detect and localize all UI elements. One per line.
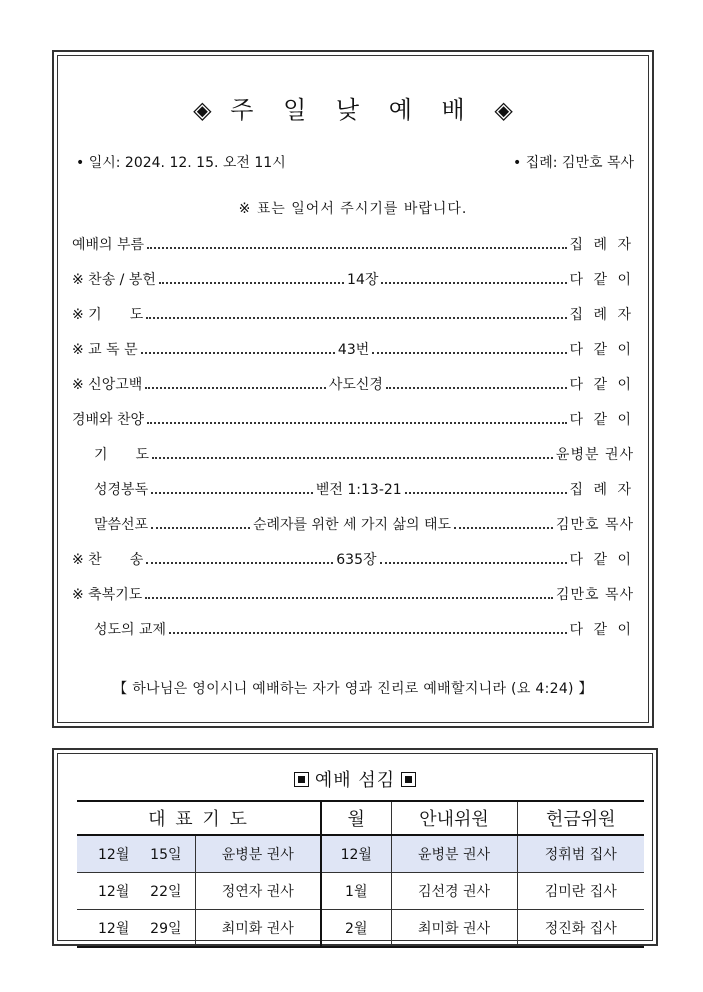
prayer-date — [77, 873, 195, 910]
prayer-month: 12월 — [98, 884, 130, 900]
standing-notice: ※ 표는 일어서 주시기를 바랍니다. — [238, 201, 468, 217]
leader-dots — [147, 422, 566, 424]
col-header-prayer: 대 표 기 도 — [77, 801, 321, 835]
order-item — [72, 337, 634, 359]
usher-person: 윤병분 권사 — [391, 835, 517, 873]
roster-title — [58, 766, 652, 792]
prayer-month: 12월 — [98, 847, 130, 863]
leader-dots — [372, 352, 566, 354]
table-row — [77, 835, 644, 873]
leader-dots — [169, 632, 566, 634]
leader-dots — [152, 457, 553, 459]
roster-title-text: 예배 섬김 — [314, 770, 396, 791]
order-item-label: ※ 교 독 문 — [72, 342, 138, 358]
offering-person: 정진화 집사 — [517, 910, 644, 948]
order-item — [72, 232, 634, 254]
leader-dots — [151, 527, 250, 529]
prayer-date — [77, 835, 195, 873]
service-roster-panel — [52, 748, 658, 946]
leader-dots — [381, 282, 566, 284]
title-text: 주 일 낮 예 배 — [230, 96, 476, 124]
prayer-month: 12월 — [98, 921, 130, 937]
leader-dots — [454, 527, 553, 529]
order-item-detail: 사도신경 — [328, 377, 383, 393]
offering-person: 김미란 집사 — [517, 873, 644, 910]
usher-person: 최미화 권사 — [391, 910, 517, 948]
order-item-label: ※ 신앙고백 — [72, 377, 143, 393]
worship-order-panel — [52, 50, 654, 728]
order-item-detail: 벧전 1:13-21 — [315, 482, 402, 498]
order-item-label: 성경봉독 — [94, 482, 149, 498]
order-item-label: 기 도 — [94, 447, 150, 463]
offering-person: 정휘범 집사 — [517, 835, 644, 873]
square-bullet-icon — [294, 772, 309, 787]
order-item-person: 다 같 이 — [569, 272, 635, 288]
table-row — [77, 910, 644, 948]
order-item-label: 말씀선포 — [94, 517, 149, 533]
service-roster-inner-frame — [57, 753, 653, 941]
leader-dots — [386, 387, 567, 389]
order-item-label: ※ 찬송 / 봉헌 — [72, 272, 156, 288]
order-item — [72, 267, 634, 289]
prayer-day: 15일 — [150, 847, 182, 863]
order-item-person: 다 같 이 — [569, 622, 634, 638]
order-item-detail: 43번 — [337, 342, 370, 358]
leader-dots — [147, 247, 566, 249]
usher-person: 김선경 권사 — [391, 873, 517, 910]
leader-dots — [146, 562, 333, 564]
diamond-icon: ◈ — [494, 96, 513, 124]
leader-dots — [145, 387, 326, 389]
order-item-person: 집 례 자 — [569, 482, 634, 498]
order-item — [94, 617, 634, 639]
leader-dots — [145, 597, 553, 599]
square-bullet-icon — [401, 772, 416, 787]
prayer-person: 최미화 권사 — [195, 910, 321, 948]
order-item — [72, 372, 634, 394]
duty-month: 12월 — [321, 835, 391, 873]
order-item-detail: 635장 — [336, 552, 377, 568]
prayer-person: 정연자 권사 — [195, 873, 321, 910]
order-item — [72, 302, 634, 324]
prayer-day: 29일 — [150, 921, 182, 937]
scripture-verse: 【 하나님은 영이시니 예배하는 자가 영과 진리로 예배할지니라 (요 4:24) 】 — [113, 681, 593, 697]
order-item-person: 다 같 이 — [569, 377, 634, 393]
page-title — [58, 90, 648, 125]
order-item — [94, 442, 634, 464]
order-item-label: 경배와 찬양 — [72, 412, 145, 428]
order-item-person: 집 례 자 — [569, 307, 634, 323]
prayer-date — [77, 910, 195, 948]
leader-dots — [405, 492, 567, 494]
leader-dots — [141, 352, 335, 354]
order-item-person: 다 같 이 — [569, 412, 634, 428]
order-item-detail: 14장 — [347, 272, 379, 288]
prayer-day: 22일 — [150, 884, 182, 900]
order-item — [72, 547, 634, 569]
order-item-detail: 순례자를 위한 세 가지 삶의 태도 — [252, 517, 452, 533]
service-datetime: • 일시: 2024. 12. 15. 오전 11시 — [76, 155, 286, 171]
worship-order-inner-frame — [57, 55, 649, 723]
leader-dots — [380, 562, 567, 564]
duty-month: 1월 — [321, 873, 391, 910]
order-item — [94, 512, 634, 534]
order-item — [72, 407, 634, 429]
prayer-person: 윤병분 권사 — [195, 835, 321, 873]
order-item-person: 김만호 목사 — [555, 517, 634, 533]
order-item-person: 다 같 이 — [569, 552, 634, 568]
leader-dots — [151, 492, 313, 494]
order-item — [94, 477, 634, 499]
order-item-label: 예배의 부름 — [72, 237, 145, 253]
order-item-person: 김만호 목사 — [555, 587, 634, 603]
col-header-offering: 헌금위원 — [517, 801, 644, 835]
roster-table — [77, 800, 644, 948]
col-header-month: 월 — [321, 801, 391, 835]
order-item-person: 집 례 자 — [569, 237, 634, 253]
order-item-person: 다 같 이 — [569, 342, 635, 358]
order-item — [72, 582, 634, 604]
leader-dots — [146, 317, 566, 319]
diamond-icon: ◈ — [193, 96, 212, 124]
order-item-label: ※ 찬 송 — [72, 552, 144, 568]
col-header-usher: 안내위원 — [391, 801, 517, 835]
order-item-label: ※ 축복기도 — [72, 587, 143, 603]
duty-month: 2월 — [321, 910, 391, 948]
order-item-person: 윤병분 권사 — [555, 447, 634, 463]
table-header-row — [77, 801, 644, 835]
order-item-label: 성도의 교제 — [94, 622, 167, 638]
leader-dots — [159, 282, 344, 284]
order-item-label: ※ 기 도 — [72, 307, 144, 323]
service-leader: • 집례: 김만호 목사 — [513, 155, 634, 171]
table-row — [77, 873, 644, 910]
